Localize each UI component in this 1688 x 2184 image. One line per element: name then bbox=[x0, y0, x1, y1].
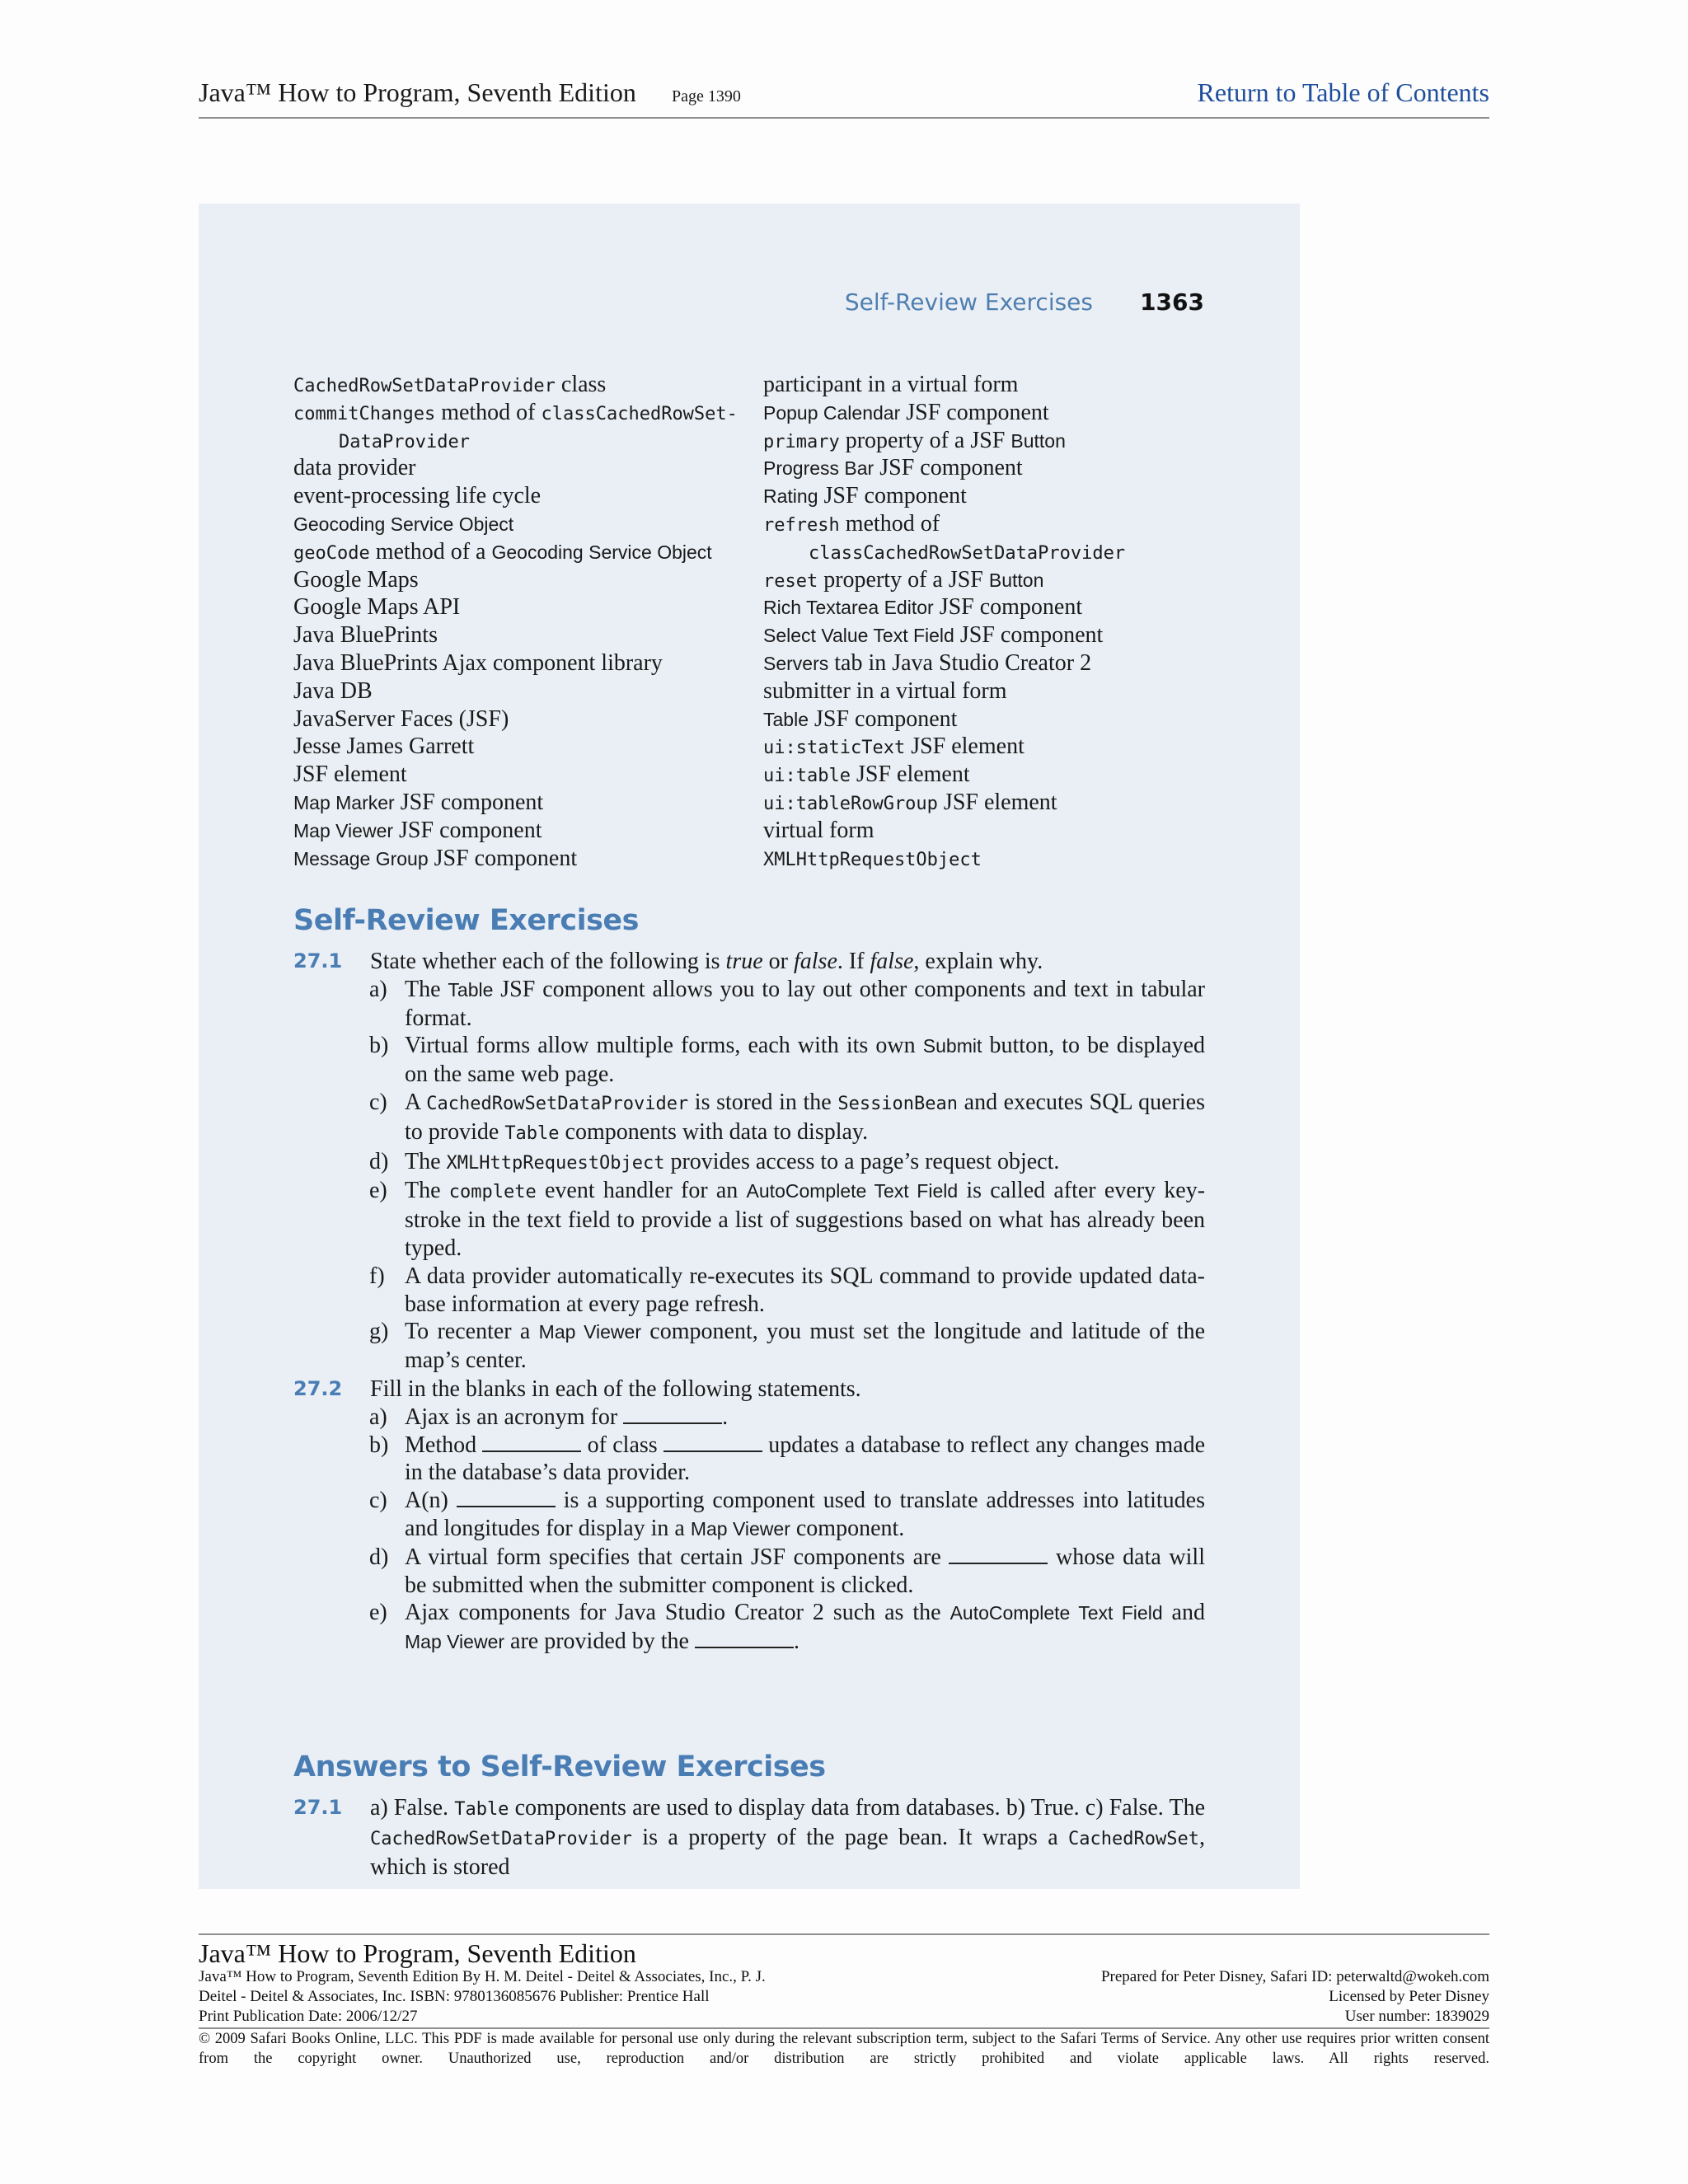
text-run: JSF element bbox=[937, 789, 1057, 815]
code-term: commitChanges bbox=[293, 403, 436, 424]
ui-component-name: AutoComplete Text Field bbox=[746, 1180, 959, 1202]
exercise-item bbox=[369, 1599, 1205, 1657]
key-term bbox=[763, 649, 1225, 677]
item-label: c) bbox=[369, 1488, 387, 1514]
answer-number: 27.1 bbox=[293, 1796, 343, 1819]
key-term bbox=[293, 566, 755, 594]
text-run: Java DB bbox=[293, 677, 373, 704]
answer-text bbox=[370, 1794, 1205, 1881]
key-term bbox=[763, 677, 1225, 705]
ui-component-name: Map Viewer bbox=[690, 1517, 790, 1540]
text-run: tab in Java Studio Creator 2 bbox=[828, 649, 1092, 676]
code-term: DataProvider bbox=[339, 431, 470, 452]
text-run: A bbox=[405, 1089, 427, 1115]
running-head-page-number: 1363 bbox=[1140, 288, 1204, 316]
text-run: JSF element bbox=[850, 762, 970, 788]
text-run: Method bbox=[405, 1432, 483, 1458]
text-run: JSF component bbox=[874, 455, 1023, 481]
item-label: d) bbox=[369, 1148, 389, 1174]
key-term bbox=[763, 566, 1225, 594]
key-term bbox=[763, 705, 1225, 733]
exercise-item bbox=[369, 1404, 1205, 1432]
ui-component-name: Button bbox=[1010, 429, 1066, 452]
text-run: JavaServer Faces (JSF) bbox=[293, 705, 509, 732]
text-run: The bbox=[405, 1148, 447, 1174]
book-title: Java™ How to Program, Seventh Edition bbox=[199, 77, 636, 107]
text-run: data provider bbox=[293, 455, 416, 481]
exercise-number: 27.2 bbox=[293, 1377, 343, 1400]
ui-component-name: Geocoding Service Object bbox=[293, 513, 514, 535]
code-term: classCachedRowSet- bbox=[541, 403, 738, 424]
text-run: is a supporting component used to translate addresses into latitudes and longitudes for display in a bbox=[405, 1488, 1205, 1541]
exercise-items bbox=[293, 1404, 1205, 1657]
key-term bbox=[293, 789, 755, 817]
ui-component-name: Rating bbox=[763, 485, 818, 508]
text-run: event handler for an bbox=[536, 1178, 747, 1204]
text-run: JSF component bbox=[393, 817, 542, 843]
text-run: of class bbox=[581, 1432, 663, 1458]
answer-27-1 bbox=[293, 1794, 1205, 1881]
text-run: Ajax components for Java Studio Creator 2 such as the bbox=[405, 1600, 950, 1626]
key-term bbox=[763, 761, 1225, 789]
code-term: complete bbox=[448, 1182, 537, 1203]
exercise-item bbox=[369, 1177, 1206, 1262]
text-run: JSF component bbox=[818, 483, 967, 509]
text-run: participant in a virtual form bbox=[763, 372, 1019, 397]
footer-credit-line: Java™ How to Program, Seventh Edition By H. M. Deitel - Deitel & Associates, Inc., P. J. bbox=[199, 1968, 766, 1985]
text-run: components are used to display data from databases. b) True. c) False. The bbox=[509, 1795, 1205, 1821]
book-page-panel bbox=[199, 204, 1300, 1889]
text-run: JSF component bbox=[394, 789, 544, 815]
text-run: . bbox=[793, 1629, 799, 1655]
text-run: A(n) bbox=[405, 1488, 457, 1514]
text-run: , explain why. bbox=[913, 949, 1043, 974]
footer-license-line: User number: 1839029 bbox=[1344, 2008, 1489, 2025]
text-run: property of a JSF bbox=[839, 427, 1011, 453]
ui-component-name: Map Viewer bbox=[405, 1631, 505, 1653]
running-head-title: Self-Review Exercises bbox=[844, 288, 1093, 316]
item-label: f) bbox=[369, 1263, 385, 1289]
item-label: c) bbox=[369, 1089, 387, 1115]
text-run: Virtual forms allow multiple forms, each with its own bbox=[405, 1033, 923, 1059]
text-run: Jesse James Garrett bbox=[293, 733, 475, 760]
key-term bbox=[763, 621, 1225, 649]
text-run: false bbox=[793, 949, 837, 974]
text-run: A data provider automatically re-executes its SQL command to provide updated data-base information at every page refresh. bbox=[405, 1263, 1205, 1317]
item-label: d) bbox=[369, 1544, 389, 1570]
key-term bbox=[763, 399, 1225, 427]
key-term bbox=[763, 789, 1225, 817]
text-run: is called after every key-stroke in the text field to provide a list of suggestions based on what has already been typed. bbox=[405, 1178, 1206, 1261]
text-run: and executes SQL queries to provide bbox=[405, 1089, 1205, 1145]
key-term bbox=[293, 845, 755, 873]
text-run: submitter in a virtual form bbox=[763, 677, 1007, 704]
key-term bbox=[763, 482, 1225, 510]
ui-component-name: Button bbox=[988, 569, 1044, 591]
key-term bbox=[293, 677, 755, 705]
footer-rule bbox=[199, 1933, 1489, 1935]
item-label: e) bbox=[369, 1600, 387, 1626]
answers-heading: Answers to Self-Review Exercises bbox=[293, 1750, 826, 1783]
code-term: geoCode bbox=[293, 542, 370, 564]
fill-in-blank bbox=[457, 1488, 556, 1507]
text-run: property of a JSF bbox=[818, 566, 989, 593]
exercise-item bbox=[369, 1487, 1205, 1544]
item-label: a) bbox=[369, 1404, 387, 1430]
text-run: Google Maps API bbox=[293, 594, 461, 621]
text-run: JSF component bbox=[900, 399, 1049, 425]
footer-license-line: Licensed by Peter Disney bbox=[1329, 1988, 1489, 2005]
text-run: virtual form bbox=[763, 817, 874, 843]
text-run: components with data to display. bbox=[559, 1118, 869, 1145]
text-run: JSF element bbox=[905, 733, 1025, 760]
text-run: true bbox=[725, 949, 763, 974]
ui-component-name: Popup Calendar bbox=[763, 401, 901, 424]
fill-in-blank bbox=[695, 1629, 794, 1648]
code-term: ui:tableRowGroup bbox=[763, 793, 938, 814]
key-term bbox=[293, 649, 755, 677]
key-term bbox=[293, 538, 755, 566]
page-header bbox=[199, 76, 1489, 119]
text-run: updates a database to reflect any changes made in the database’s data provider. bbox=[405, 1432, 1206, 1486]
ui-component-name: Map Viewer bbox=[538, 1321, 641, 1343]
text-run: provides access to a page’s request object. bbox=[664, 1148, 1060, 1174]
text-run: are provided by the bbox=[504, 1629, 695, 1655]
exercise-item bbox=[369, 1148, 1205, 1178]
code-term: classCachedRowSetDataProvider bbox=[809, 542, 1126, 564]
text-run: Java BluePrints Ajax component library bbox=[293, 649, 663, 676]
exercise-item bbox=[369, 976, 1205, 1033]
code-term: XMLHttpRequestObject bbox=[763, 849, 982, 870]
ui-component-name: Geocoding Service Object bbox=[491, 541, 712, 563]
key-term bbox=[763, 427, 1225, 455]
code-term: refresh bbox=[763, 514, 840, 536]
text-run: false bbox=[870, 949, 914, 974]
text-run: Fill in the blanks in each of the following statements. bbox=[370, 1376, 861, 1402]
item-label: g) bbox=[369, 1319, 389, 1345]
code-term: ui:staticText bbox=[763, 738, 906, 759]
ui-component-name: Message Group bbox=[293, 847, 429, 869]
key-term bbox=[293, 399, 755, 427]
key-term bbox=[293, 454, 755, 482]
text-run: Java BluePrints bbox=[293, 622, 438, 649]
exercise-intro bbox=[370, 948, 1205, 976]
text-run: JSF component bbox=[954, 622, 1104, 649]
toc-link[interactable]: Return to Table of Contents bbox=[1197, 77, 1489, 107]
key-term bbox=[293, 427, 755, 455]
code-term: CachedRowSetDataProvider bbox=[293, 376, 556, 396]
fill-in-blank bbox=[949, 1544, 1048, 1564]
key-term bbox=[763, 510, 1225, 538]
code-term: Table bbox=[454, 1799, 509, 1820]
item-label: b) bbox=[369, 1432, 389, 1458]
text-run: The bbox=[405, 976, 448, 1002]
key-term bbox=[293, 593, 755, 621]
exercise-item bbox=[369, 1432, 1206, 1488]
key-term bbox=[763, 733, 1225, 761]
ui-component-name: AutoComplete Text Field bbox=[950, 1602, 1163, 1624]
text-run: JSF component bbox=[933, 594, 1083, 621]
exercise-27-2 bbox=[293, 1376, 1205, 1657]
text-run: To recenter a bbox=[405, 1319, 539, 1345]
text-run: State whether each of the following is bbox=[370, 949, 726, 974]
code-term: CachedRowSetDataProvider bbox=[370, 1828, 632, 1849]
code-term: Table bbox=[504, 1122, 560, 1144]
ui-component-name: Table bbox=[763, 708, 809, 730]
key-term bbox=[293, 733, 755, 761]
code-term: CachedRowSetDataProvider bbox=[426, 1093, 689, 1114]
item-label: b) bbox=[369, 1033, 389, 1059]
ui-component-name: Map Viewer bbox=[293, 819, 394, 841]
exercise-number: 27.1 bbox=[293, 949, 343, 972]
key-term bbox=[293, 817, 755, 845]
text-run: or bbox=[762, 949, 794, 974]
text-run: . bbox=[722, 1404, 729, 1430]
key-term bbox=[763, 593, 1225, 621]
key-term bbox=[293, 371, 755, 399]
text-run: , which is stored bbox=[370, 1824, 1205, 1880]
footer-credit-line: Deitel - Deitel & Associates, Inc. ISBN: 9780136085676 Publisher: Prentice Hall bbox=[199, 1988, 710, 2005]
item-label: a) bbox=[369, 976, 387, 1002]
self-review-heading: Self-Review Exercises bbox=[293, 904, 639, 937]
code-term: primary bbox=[763, 431, 840, 452]
text-run: class bbox=[555, 372, 607, 397]
text-run: and bbox=[1162, 1600, 1205, 1626]
text-run: Google Maps bbox=[293, 566, 419, 593]
key-term bbox=[763, 845, 1225, 873]
item-label: e) bbox=[369, 1178, 387, 1204]
page-label: Page 1390 bbox=[672, 87, 741, 105]
footer-license-line: Prepared for Peter Disney, Safari ID: peterwaltd@wokeh.com bbox=[1100, 1968, 1489, 1985]
key-term bbox=[763, 371, 1225, 399]
ui-component-name: Submit bbox=[922, 1035, 982, 1057]
text-run: method of bbox=[839, 510, 940, 537]
fill-in-blank bbox=[623, 1404, 722, 1424]
exercise-item bbox=[369, 1318, 1205, 1375]
text-run: Ajax is an acronym for bbox=[405, 1404, 624, 1430]
ui-component-name: Servers bbox=[763, 652, 829, 674]
fill-in-blank bbox=[482, 1432, 581, 1452]
code-term: ui:table bbox=[763, 766, 851, 787]
ui-component-name: Progress Bar bbox=[763, 457, 874, 480]
ui-component-name: Rich Textarea Editor bbox=[763, 597, 934, 619]
key-term bbox=[293, 621, 755, 649]
code-term: CachedRowSet bbox=[1068, 1828, 1199, 1849]
text-run: JSF element bbox=[293, 762, 407, 788]
text-run: is stored in the bbox=[688, 1089, 838, 1115]
copyright-notice: © 2009 Safari Books Online, LLC. This PDF is made available for personal use only during the relevant subscription term, subject to the Safari Terms of Service. Any other use requires prior written consent from the copyright owner. Unauthorized use, reproduction and/or distribution are strictly prohibited and violate applicable laws. All rights reserved. bbox=[199, 2031, 1489, 2067]
text-run: component. bbox=[790, 1515, 905, 1541]
key-terms-column-1 bbox=[293, 371, 755, 872]
exercise-item bbox=[369, 1032, 1205, 1089]
text-run: . If bbox=[837, 949, 870, 974]
key-terms-column-2 bbox=[763, 371, 1225, 872]
fill-in-blank bbox=[663, 1432, 762, 1452]
code-term: SessionBean bbox=[837, 1093, 959, 1114]
key-term bbox=[293, 705, 755, 733]
key-term bbox=[763, 817, 1225, 845]
text-run: JSF component bbox=[808, 705, 958, 732]
code-term: reset bbox=[763, 570, 818, 592]
ui-component-name: Map Marker bbox=[293, 791, 395, 813]
ui-component-name: Table bbox=[448, 978, 494, 1001]
text-run: A virtual form specifies that certain JSF components are bbox=[405, 1544, 950, 1570]
running-head bbox=[199, 288, 1204, 325]
ui-component-name: Select Value Text Field bbox=[763, 625, 954, 647]
key-term bbox=[293, 482, 755, 510]
code-term: XMLHttpRequestObject bbox=[446, 1152, 665, 1174]
exercise-item bbox=[369, 1089, 1205, 1148]
exercise-item bbox=[369, 1544, 1205, 1600]
exercise-items bbox=[293, 976, 1205, 1375]
footer-title: Java™ How to Program, Seventh Edition bbox=[199, 1938, 636, 1968]
text-run: button, to be displayed on the same web page. bbox=[405, 1033, 1205, 1088]
text-run: JSF component bbox=[428, 845, 578, 871]
exercise-27-1 bbox=[293, 948, 1205, 1375]
text-run: The bbox=[405, 1178, 449, 1204]
exercise-item bbox=[369, 1263, 1205, 1319]
footer-credit-line: Print Publication Date: 2006/12/27 bbox=[199, 2008, 418, 2025]
exercise-intro bbox=[370, 1376, 1205, 1404]
text-run: a) False. bbox=[370, 1795, 455, 1821]
key-term bbox=[763, 454, 1225, 482]
key-term bbox=[293, 510, 755, 538]
text-run: is a property of the page bean. It wraps a bbox=[631, 1824, 1069, 1850]
key-term bbox=[763, 538, 1225, 566]
key-term bbox=[293, 761, 755, 789]
text-run: method of a bbox=[369, 538, 492, 565]
text-run: whose data will be submitted when the submitter component is clicked. bbox=[405, 1544, 1205, 1598]
text-run: method of bbox=[435, 399, 542, 425]
text-run: event-processing life cycle bbox=[293, 483, 542, 509]
text-run: JSF component allows you to lay out other components and text in tabular format. bbox=[405, 976, 1205, 1031]
text-run: component, you must set the longitude and latitude of the map’s center. bbox=[405, 1319, 1205, 1374]
